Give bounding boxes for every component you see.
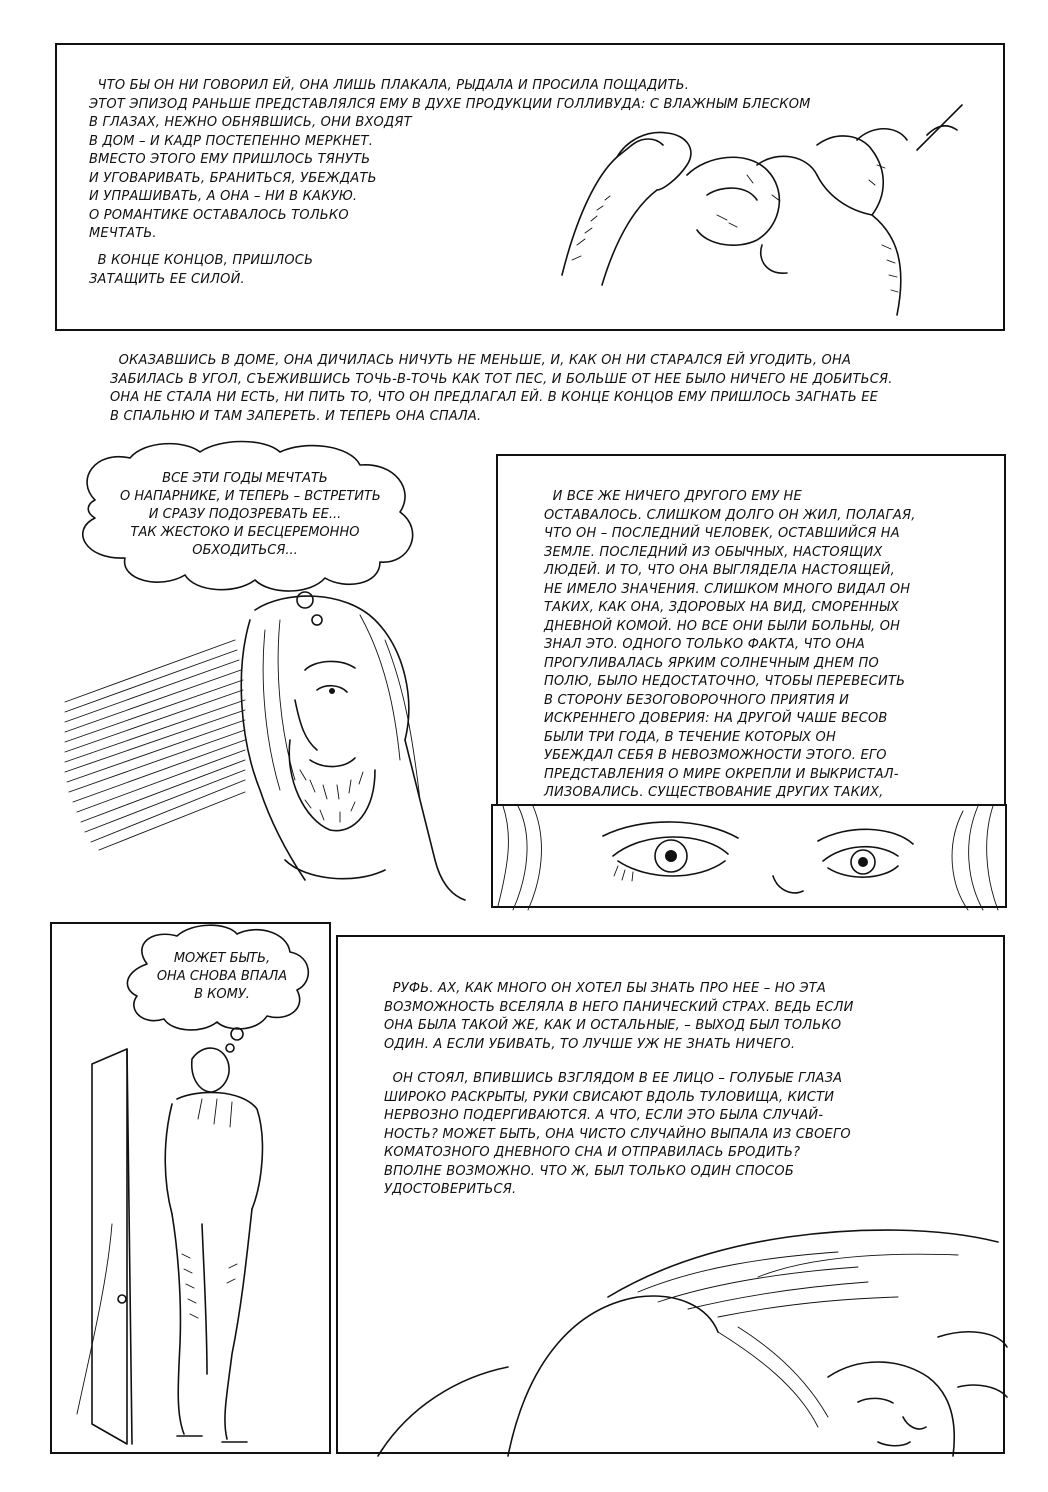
eyes-drawing: [493, 806, 1009, 910]
caption-line: ЧТО БЫ ОН НИ ГОВОРИЛ ЕЙ, ОНА ЛИШЬ ПЛАКАЛА, РЫДАЛА И ПРОСИЛА ПОЩАДИТЬ.: [89, 78, 690, 93]
narration-line: ОНА НЕ СТАЛА НИ ЕСТЬ, НИ ПИТЬ ТО, ЧТО ОН ПРЕДЛАГАЛ ЕЙ. В КОНЦЕ КОНЦОВ ЕМУ ПРИШЛОСЬ ЗАГНАТЬ ЕЕ: [110, 390, 879, 405]
caption-line: О РОМАНТИКЕ ОСТАВАЛОСЬ ТОЛЬКО: [89, 207, 349, 223]
caption-line: БЫЛИ ТРИ ГОДА, В ТЕЧЕНИЕ КОТОРЫХ ОН: [544, 729, 836, 745]
caption-line: В ГЛАЗАХ, НЕЖНО ОБНЯВШИСЬ, ОНИ ВХОДЯТ: [89, 115, 412, 130]
caption-line: ЗЕМЛЕ. ПОСЛЕДНИЙ ИЗ ОБЫЧНЫХ, НАСТОЯЩИХ: [544, 544, 883, 560]
caption-line: И УГОВАРИВАТЬ, БРАНИТЬСЯ, УБЕЖДАТЬ: [89, 170, 377, 186]
thought-bubble-cloud: [52, 924, 333, 1084]
caption-line: ШИРОКО РАСКРЫТЫ, РУКИ СВИСАЮТ ВДОЛЬ ТУЛОВИЩА, КИСТИ: [384, 1089, 835, 1105]
caption-line: В СТОРОНУ БЕЗОГОВОРОЧНОГО ПРИЯТИЯ И: [544, 692, 850, 708]
narration-text: [110, 352, 893, 426]
caption-line: ОСТАВАЛОСЬ. СЛИШКОМ ДОЛГО ОН ЖИЛ, ПОЛАГАЯ,: [544, 507, 916, 523]
caption-line: ПОЛЮ, БЫЛО НЕДОСТАТОЧНО, ЧТОБЫ ПЕРЕВЕСИТЬ: [544, 674, 906, 689]
caption-line: РУФЬ. АХ, КАК МНОГО ОН ХОТЕЛ БЫ ЗНАТЬ ПРО НЕЕ – НО ЭТА: [384, 981, 827, 996]
panel-3-caption: [544, 488, 916, 821]
thought-line: ОНА СНОВА ВПАЛА: [156, 969, 288, 984]
thought-line: МОЖЕТ БЫТЬ,: [173, 951, 271, 966]
thought-line: ТАК ЖЕСТОКО И БЕСЦЕРЕМОННО: [130, 525, 360, 540]
panel-1-caption-2: [89, 252, 313, 289]
caption-line: ОНА БЫЛА ТАКОЙ ЖЕ, КАК И ОСТАЛЬНЫЕ, – ВЫХОД БЫЛ ТОЛЬКО: [384, 1018, 842, 1033]
caption-line: ОДИН. А ЕСЛИ УБИВАТЬ, ТО ЛУЧШЕ УЖ НЕ ЗНАТЬ НИЧЕГО.: [384, 1036, 796, 1052]
caption-line: ЗНАЛ ЭТО. ОДНОГО ТОЛЬКО ФАКТА, ЧТО ОНА: [544, 637, 866, 652]
caption-line: НЕРВОЗНО ПОДЕРГИВАЮТСЯ. А ЧТО, ЕСЛИ ЭТО БЫЛА СЛУЧАЙ-: [384, 1108, 824, 1123]
caption-line: МЕЧТАТЬ.: [89, 226, 157, 241]
panel-1-caption: [89, 77, 811, 244]
panel-3-eyes: [491, 804, 1007, 908]
panel-1-hands: [55, 43, 1005, 331]
caption-line: ЗАТАЩИТЬ ЕЕ СИЛОЙ.: [89, 271, 245, 287]
caption-line: НОСТЬ? МОЖЕТ БЫТЬ, ОНА ЧИСТО СЛУЧАЙНО ВЫПАЛА ИЗ СВОЕГО: [384, 1126, 851, 1142]
thought-line: В КОМУ.: [194, 987, 250, 1002]
caption-line: В КОНЦЕ КОНЦОВ, ПРИШЛОСЬ: [89, 253, 314, 268]
thought-line: О НАПАРНИКЕ, И ТЕПЕРЬ – ВСТРЕТИТЬ: [120, 489, 381, 504]
caption-line: ИСКРЕННЕГО ДОВЕРИЯ: НА ДРУГОЙ ЧАШЕ ВЕСОВ: [544, 711, 888, 726]
narration-line: В СПАЛЬНЮ И ТАМ ЗАПЕРЕТЬ. И ТЕПЕРЬ ОНА СПАЛА.: [110, 408, 482, 424]
caption-line: И УПРАШИВАТЬ, А ОНА – НИ В КАКУЮ.: [89, 189, 358, 204]
caption-line: И ВСЕ ЖЕ НИЧЕГО ДРУГОГО ЕМУ НЕ: [544, 489, 802, 504]
caption-line: ВОЗМОЖНОСТЬ ВСЕЛЯЛА В НЕГО ПАНИЧЕСКИЙ СТРАХ. ВЕДЬ ЕСЛИ: [384, 999, 854, 1015]
caption-line: ОН СТОЯЛ, ВПИВШИСЬ ВЗГЛЯДОМ В ЕЕ ЛИЦО – ГОЛУБЫЕ ГЛАЗА: [384, 1071, 843, 1086]
caption-line: УДОСТОВЕРИТЬСЯ.: [384, 1182, 517, 1197]
caption-line: ЛЮДЕЙ. И ТО, ЧТО ОНА ВЫГЛЯДЕЛА НАСТОЯЩЕЙ,: [544, 563, 895, 578]
panel-3-caption-box: [496, 454, 1006, 807]
caption-line: ПРОГУЛИВАЛАСЬ ЯРКИМ СОЛНЕЧНЫМ ДНЕМ ПО: [544, 655, 879, 671]
caption-line: ДНЕВНОЙ КОМОЙ. НО ВСЕ ОНИ БЫЛИ БОЛЬНЫ, ОН: [544, 618, 901, 634]
panel-4-man-at-door: [50, 922, 331, 1454]
caption-line: ТАКИХ, КАК ОНА, ЗДОРОВЫХ НА ВИД, СМОРЕННЫХ: [544, 600, 899, 615]
caption-line: КОМАТОЗНОГО ДНЕВНОГО СНА И ОТПРАВИЛАСЬ БРОДИТЬ?: [384, 1145, 801, 1160]
narration-line: ОКАЗАВШИСЬ В ДОМЕ, ОНА ДИЧИЛАСЬ НИЧУТЬ НЕ МЕНЬШЕ, И, КАК ОН НИ СТАРАЛСЯ ЕЙ УГОДИТЬ, ОНА: [110, 353, 852, 368]
caption-line: УБЕЖДАЛ СЕБЯ В НЕВОЗМОЖНОСТИ ЭТОГО. ЕГО: [544, 748, 887, 763]
caption-line: НЕ ИМЕЛО ЗНАЧЕНИЯ. СЛИШКОМ МНОГО ВИДАЛ ОН: [544, 581, 911, 597]
panel-2-thought-text: [120, 470, 381, 560]
caption-line: ЭТОТ ЭПИЗОД РАНЬШЕ ПРЕДСТАВЛЯЛСЯ ЕМУ В ДУХЕ ПРОДУКЦИИ ГОЛЛИВУДА: С ВЛАЖНЫМ БЛЕСКОМ: [89, 96, 811, 112]
caption-line: ВМЕСТО ЭТОГО ЕМУ ПРИШЛОСЬ ТЯНУТЬ: [89, 152, 371, 167]
panel-5-caption-1: [384, 980, 854, 1054]
panel-4-thought-text: [142, 950, 302, 1004]
panel-2-man-portrait: [55, 440, 475, 905]
caption-line: ЛИЗОВАЛИСЬ. СУЩЕСТВОВАНИЕ ДРУГИХ ТАКИХ,: [544, 785, 884, 800]
panel-5-sleeping-woman: [336, 935, 1005, 1454]
panel-5-caption-2: [384, 1070, 851, 1200]
thought-line: И СРАЗУ ПОДОЗРЕВАТЬ ЕЕ...: [148, 507, 342, 522]
thought-line: ОБХОДИТЬСЯ...: [192, 543, 298, 558]
caption-line: ПРЕДСТАВЛЕНИЯ О МИРЕ ОКРЕПЛИ И ВЫКРИСТАЛ-: [544, 766, 899, 782]
caption-line: ЧТО ОН – ПОСЛЕДНИЙ ЧЕЛОВЕК, ОСТАВШИЙСЯ НА: [544, 526, 900, 541]
caption-line: В ДОМ – И КАДР ПОСТЕПЕННО МЕРКНЕТ.: [89, 133, 374, 149]
narration-line: ЗАБИЛАСЬ В УГОЛ, СЪЕЖИВШИСЬ ТОЧЬ-В-ТОЧЬ КАК ТОТ ПЕС, И БОЛЬШЕ ОТ НЕЕ БЫЛО НИЧЕГО НЕ ДОБИТЬСЯ.: [110, 371, 893, 387]
thought-line: ВСЕ ЭТИ ГОДЫ МЕЧТАТЬ: [162, 471, 328, 486]
caption-line: ВПОЛНЕ ВОЗМОЖНО. ЧТО Ж, БЫЛ ТОЛЬКО ОДИН СПОСОБ: [384, 1163, 794, 1179]
